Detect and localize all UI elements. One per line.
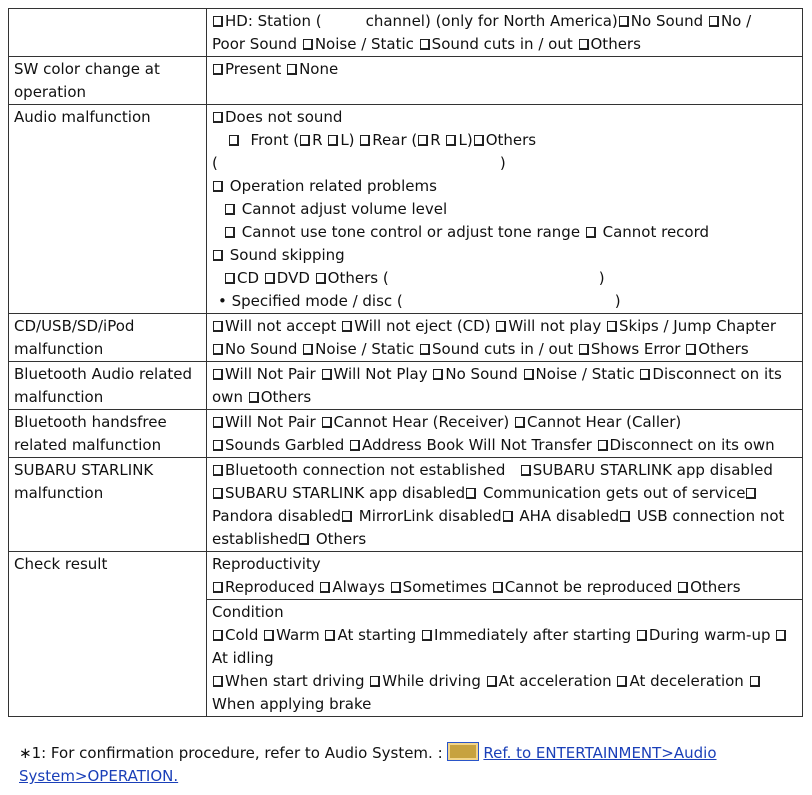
option-label: R — [312, 131, 328, 149]
checkbox-icon[interactable] — [746, 488, 756, 499]
checkbox-icon[interactable] — [607, 321, 617, 332]
checkbox-icon[interactable] — [316, 273, 326, 284]
checkbox-option[interactable] — [224, 200, 447, 218]
checkbox-option[interactable] — [349, 436, 597, 454]
checkbox-option[interactable] — [578, 35, 641, 53]
checkbox-icon[interactable] — [637, 630, 647, 641]
checkbox-option[interactable] — [212, 246, 345, 264]
option-label: Will not eject (CD) — [354, 317, 496, 335]
checkbox-option[interactable] — [224, 269, 264, 287]
option-label: Cannot record — [597, 223, 710, 241]
checklist-row — [9, 314, 803, 362]
option-label: Immediately after starting — [434, 626, 636, 644]
option-label: Others — [698, 340, 749, 358]
checkbox-option[interactable] — [212, 177, 437, 195]
option-label: Will Not Pair — [225, 365, 321, 383]
option-line — [212, 198, 797, 244]
checkbox-icon[interactable] — [686, 344, 696, 355]
condition-title: Condition — [212, 603, 284, 621]
option-label: ) — [614, 292, 621, 310]
checkbox-option[interactable] — [212, 672, 369, 690]
checkbox-icon[interactable] — [213, 321, 223, 332]
checkbox-icon[interactable] — [420, 39, 430, 50]
option-line — [212, 411, 797, 434]
checkbox-option[interactable] — [775, 626, 788, 644]
checkbox-option[interactable] — [212, 436, 349, 454]
checkbox-icon[interactable] — [709, 16, 719, 27]
checkbox-option[interactable] — [224, 223, 585, 241]
checkbox-icon[interactable] — [303, 344, 313, 355]
checkbox-icon[interactable] — [579, 39, 589, 50]
checkbox-option[interactable] — [212, 484, 465, 502]
checkbox-icon[interactable] — [776, 630, 786, 641]
row-options — [207, 9, 803, 57]
option-label: Present — [225, 60, 287, 78]
row-options — [207, 362, 803, 410]
checkbox-option[interactable] — [341, 507, 502, 525]
checkbox-option[interactable] — [321, 413, 515, 431]
option-line — [212, 290, 797, 313]
checkbox-icon[interactable] — [225, 204, 235, 215]
checkbox-option[interactable] — [523, 365, 640, 383]
checkbox-icon[interactable] — [524, 369, 534, 380]
checkbox-option[interactable] — [432, 365, 522, 383]
option-label: • Specified mode / disc ( — [218, 292, 403, 310]
option-line — [212, 152, 797, 175]
option-label: Others — [485, 131, 537, 149]
checkbox-option[interactable] — [212, 60, 286, 78]
option-label: own — [212, 388, 248, 406]
option-label: Communication gets out of service — [478, 484, 746, 502]
checkbox-icon[interactable] — [213, 630, 223, 641]
checkbox-icon[interactable] — [322, 369, 332, 380]
checkbox-icon[interactable] — [474, 135, 484, 146]
option-label: USB connection not — [632, 507, 785, 525]
row-options — [207, 105, 803, 314]
option-label: SUBARU STARLINK app disabled — [225, 484, 466, 502]
checkbox-icon[interactable] — [213, 181, 223, 192]
option-label: At starting — [337, 626, 422, 644]
checkbox-option[interactable] — [315, 269, 389, 287]
checkbox-option[interactable] — [465, 484, 745, 502]
checkbox-option[interactable] — [228, 131, 299, 149]
checkbox-icon[interactable] — [342, 321, 352, 332]
reproductivity-title: Reproductivity — [212, 555, 321, 573]
option-label: Cannot adjust volume level — [237, 200, 448, 218]
option-label: Operation related problems — [225, 177, 437, 195]
checkbox-option[interactable] — [495, 317, 606, 335]
option-label: ) — [499, 154, 506, 172]
checkbox-option[interactable] — [327, 131, 359, 149]
checkbox-icon[interactable] — [640, 369, 650, 380]
option-label: R — [430, 131, 446, 149]
option-label: Cannot Hear (Caller) — [527, 413, 682, 431]
checkbox-icon[interactable] — [619, 16, 629, 27]
option-label: Cold — [225, 626, 264, 644]
option-text — [500, 154, 506, 172]
checkbox-option[interactable] — [341, 317, 495, 335]
checkbox-option[interactable] — [639, 365, 781, 383]
option-line — [212, 670, 797, 693]
row-options — [207, 458, 803, 552]
checkbox-option[interactable] — [417, 131, 445, 149]
option-label: SUBARU STARLINK app disabled — [532, 461, 773, 479]
checkbox-icon[interactable] — [342, 511, 352, 522]
option-label: Pandora disabled — [212, 507, 342, 525]
row-label: Bluetooth Audio related malfunction — [9, 362, 207, 410]
checkbox-icon[interactable] — [446, 135, 456, 146]
option-label: Rear ( — [372, 131, 418, 149]
checkbox-option[interactable] — [390, 578, 492, 596]
checkbox-icon[interactable] — [249, 392, 259, 403]
option-label: Bluetooth connection not established — [225, 461, 520, 479]
option-line — [212, 647, 797, 670]
checkbox-option[interactable] — [212, 12, 322, 30]
checkbox-icon[interactable] — [598, 440, 608, 451]
checkbox-icon[interactable] — [213, 344, 223, 355]
option-label: channel) (only for North America) — [365, 12, 618, 30]
option-label: Others — [311, 530, 367, 548]
checkbox-icon[interactable] — [503, 511, 513, 522]
checkbox-icon[interactable] — [229, 135, 239, 146]
option-label: Others — [690, 578, 741, 596]
checkbox-icon[interactable] — [213, 250, 223, 261]
option-label: Shows Error — [590, 340, 686, 358]
row-options — [207, 314, 803, 362]
option-text — [218, 292, 403, 310]
checkbox-option[interactable] — [492, 578, 677, 596]
checkbox-icon[interactable] — [350, 440, 360, 451]
checkbox-icon[interactable] — [420, 344, 430, 355]
row-label — [9, 9, 207, 57]
option-label: Will not play — [508, 317, 606, 335]
checkbox-icon[interactable] — [320, 582, 330, 593]
checkbox-option[interactable] — [514, 413, 681, 431]
checkbox-option[interactable] — [212, 317, 341, 335]
option-label: Will Not Pair — [225, 413, 321, 431]
option-line — [212, 58, 797, 81]
footnote-text: ∗1: For confirmation procedure, refer to Audio System. : — [19, 744, 448, 762]
option-label: Sound skipping — [225, 246, 345, 264]
option-label: No Sound — [630, 12, 708, 30]
option-label: At idling — [212, 649, 274, 667]
checkbox-icon[interactable] — [678, 582, 688, 593]
option-text — [212, 649, 274, 667]
option-label: Front ( — [241, 131, 300, 149]
checkbox-option[interactable] — [685, 340, 748, 358]
checkbox-option[interactable] — [212, 108, 342, 126]
checkbox-option[interactable] — [749, 672, 762, 690]
option-label: Noise / Static — [314, 35, 419, 53]
checkbox-option[interactable] — [419, 35, 578, 53]
option-line — [212, 624, 797, 647]
checkbox-icon[interactable] — [322, 417, 332, 428]
option-label: Skips / Jump Chapter — [618, 317, 777, 335]
checkbox-icon[interactable] — [466, 488, 476, 499]
option-label: No / — [720, 12, 752, 30]
checkbox-icon[interactable] — [579, 344, 589, 355]
checkbox-option[interactable] — [263, 626, 324, 644]
option-label: Others — [260, 388, 312, 406]
checkbox-icon[interactable] — [360, 135, 370, 146]
checkbox-icon[interactable] — [213, 676, 223, 687]
option-line — [212, 315, 797, 338]
option-text — [366, 12, 618, 30]
row-label: Check result — [9, 552, 207, 717]
option-label: At deceleration — [629, 672, 749, 690]
checkbox-option[interactable] — [212, 365, 321, 383]
checkbox-icon[interactable] — [213, 465, 223, 476]
checkbox-icon[interactable] — [300, 135, 310, 146]
checkbox-icon[interactable] — [620, 511, 630, 522]
checkbox-option[interactable] — [419, 340, 578, 358]
checklist-row — [9, 57, 803, 105]
checkbox-option[interactable] — [359, 131, 417, 149]
malfunction-checklist-table — [8, 8, 803, 717]
option-line — [212, 386, 797, 409]
checkbox-icon[interactable] — [515, 417, 525, 428]
option-text — [615, 292, 621, 310]
option-label: Always — [332, 578, 390, 596]
checkbox-icon[interactable] — [328, 135, 338, 146]
checkbox-option[interactable] — [745, 484, 758, 502]
option-line — [212, 693, 797, 716]
option-label: CD — [237, 269, 264, 287]
option-label: Will Not Play — [333, 365, 433, 383]
option-label: L) — [340, 131, 360, 149]
checkbox-option[interactable] — [486, 672, 617, 690]
checklist-row — [9, 9, 803, 57]
option-text — [212, 154, 218, 172]
row-label: Bluetooth handsfree related malfunction — [9, 410, 207, 458]
checkbox-option[interactable] — [212, 340, 302, 358]
reference-book-icon — [447, 742, 479, 761]
checklist-row — [9, 458, 803, 552]
row-options — [207, 57, 803, 105]
checkbox-icon[interactable] — [750, 676, 760, 687]
checkbox-option[interactable] — [708, 12, 751, 30]
checkbox-option[interactable] — [298, 530, 366, 548]
option-label: Reproduced — [225, 578, 320, 596]
checkbox-icon[interactable] — [493, 582, 503, 593]
checkbox-icon[interactable] — [213, 582, 223, 593]
option-label: L) — [458, 131, 473, 149]
checkbox-icon[interactable] — [213, 417, 223, 428]
option-label: Cannot use tone control or adjust tone range — [237, 223, 585, 241]
checklist-row — [9, 362, 803, 410]
checkbox-icon[interactable] — [287, 64, 297, 75]
checkbox-option[interactable] — [473, 131, 536, 149]
checkbox-option[interactable] — [520, 461, 773, 479]
option-text — [212, 507, 341, 525]
option-line — [212, 106, 797, 129]
checkbox-option[interactable] — [302, 35, 419, 53]
checkbox-option[interactable] — [636, 626, 775, 644]
option-label: Does not sound — [225, 108, 343, 126]
checkbox-option[interactable] — [321, 365, 433, 383]
checkbox-option[interactable] — [212, 626, 263, 644]
option-label: When applying brake — [212, 695, 372, 713]
option-label: Will not accept — [225, 317, 342, 335]
option-label: Disconnect on its — [652, 365, 782, 383]
option-line — [212, 505, 797, 528]
option-label: Noise / Static — [315, 340, 420, 358]
checkbox-option[interactable] — [264, 269, 315, 287]
option-line — [212, 482, 797, 505]
check-result-row — [9, 552, 803, 717]
option-line — [212, 338, 797, 361]
option-label: Warm — [276, 626, 325, 644]
checkbox-option[interactable] — [212, 461, 520, 479]
checkbox-icon[interactable] — [299, 534, 309, 545]
option-line — [212, 434, 797, 457]
checkbox-option[interactable] — [324, 626, 421, 644]
option-label: Cannot be reproduced — [504, 578, 678, 596]
checkbox-icon[interactable] — [213, 64, 223, 75]
row-label: SW color change at operation — [9, 57, 207, 105]
option-label: While driving — [382, 672, 486, 690]
checkbox-icon[interactable] — [496, 321, 506, 332]
checkbox-option[interactable] — [212, 413, 321, 431]
option-label: None — [299, 60, 339, 78]
checkbox-icon[interactable] — [213, 488, 223, 499]
checkbox-icon[interactable] — [264, 630, 274, 641]
option-label: AHA disabled — [514, 507, 620, 525]
option-text — [599, 269, 605, 287]
option-label: At acceleration — [498, 672, 617, 690]
option-label: Others ( — [327, 269, 389, 287]
option-label: Sound cuts in / out — [431, 35, 578, 53]
option-line — [212, 267, 797, 290]
checkbox-icon[interactable] — [303, 39, 313, 50]
checklist-row — [9, 105, 803, 314]
footnote — [19, 742, 799, 788]
checkbox-icon[interactable] — [391, 582, 401, 593]
option-label: During warm-up — [648, 626, 776, 644]
option-line — [212, 244, 797, 267]
option-label: Poor Sound — [212, 35, 302, 53]
option-line — [212, 175, 797, 198]
checkbox-icon[interactable] — [422, 630, 432, 641]
option-label: Noise / Static — [535, 365, 640, 383]
row-label: Audio malfunction — [9, 105, 207, 314]
option-label: ( — [212, 154, 218, 172]
checkbox-option[interactable] — [677, 578, 740, 596]
checkbox-option[interactable] — [369, 672, 485, 690]
checklist-row — [9, 410, 803, 458]
checkbox-option[interactable] — [299, 131, 327, 149]
option-label: Sound cuts in / out — [432, 340, 578, 358]
option-label: Disconnect on its own — [609, 436, 775, 454]
reproductivity-section — [207, 552, 802, 599]
checkbox-icon[interactable] — [487, 676, 497, 687]
option-label: Address Book Will Not Transfer — [362, 436, 597, 454]
option-line — [212, 10, 797, 33]
option-text — [212, 35, 302, 53]
option-label: Others — [590, 35, 641, 53]
row-label: CD/USB/SD/iPod malfunction — [9, 314, 207, 362]
checkbox-icon[interactable] — [213, 369, 223, 380]
checkbox-icon[interactable] — [265, 273, 275, 284]
option-label: ) — [598, 269, 605, 287]
checkbox-icon[interactable] — [213, 112, 223, 123]
checkbox-icon[interactable] — [370, 676, 380, 687]
option-label: established — [212, 530, 299, 548]
checkbox-icon[interactable] — [225, 273, 235, 284]
option-label: No Sound — [225, 340, 303, 358]
option-label: DVD — [276, 269, 315, 287]
checkbox-icon[interactable] — [225, 227, 235, 238]
checkbox-icon[interactable] — [213, 440, 223, 451]
option-label: MirrorLink disabled — [354, 507, 502, 525]
checkbox-icon[interactable] — [617, 676, 627, 687]
checkbox-option[interactable] — [248, 388, 311, 406]
condition-section — [207, 599, 802, 716]
checkbox-icon[interactable] — [325, 630, 335, 641]
option-text — [212, 530, 298, 548]
check-result-options — [207, 552, 803, 717]
checkbox-option[interactable] — [502, 507, 619, 525]
checkbox-icon[interactable] — [213, 16, 223, 27]
option-label: When start driving — [225, 672, 370, 690]
checkbox-option[interactable] — [619, 507, 784, 525]
reference-link-text: Ref. to ENTERTAINMENT>Audio System>OPERATION. — [19, 744, 717, 785]
option-line — [212, 363, 797, 386]
option-line — [212, 33, 797, 56]
checkbox-option[interactable] — [319, 578, 389, 596]
checkbox-option[interactable] — [302, 340, 419, 358]
checkbox-option[interactable] — [445, 131, 472, 149]
checkbox-option[interactable] — [606, 317, 776, 335]
row-options — [207, 410, 803, 458]
option-label: No Sound — [445, 365, 523, 383]
checkbox-option[interactable] — [618, 12, 708, 30]
option-label: Sometimes — [402, 578, 492, 596]
option-text — [212, 695, 371, 713]
checkbox-icon[interactable] — [521, 465, 531, 476]
checkbox-option[interactable] — [585, 223, 709, 241]
checkbox-option[interactable] — [578, 340, 685, 358]
option-label: HD: Station ( — [225, 12, 322, 30]
checkbox-option[interactable] — [597, 436, 775, 454]
option-label: Cannot Hear (Receiver) — [333, 413, 515, 431]
option-line — [212, 129, 797, 152]
option-line — [212, 459, 797, 482]
row-label: SUBARU STARLINK malfunction — [9, 458, 207, 552]
checkbox-option[interactable] — [616, 672, 748, 690]
checkbox-option[interactable] — [421, 626, 636, 644]
option-line — [212, 528, 797, 551]
checkbox-icon[interactable] — [418, 135, 428, 146]
checkbox-icon[interactable] — [433, 369, 443, 380]
option-text — [212, 388, 248, 406]
checkbox-icon[interactable] — [586, 227, 596, 238]
checkbox-option[interactable] — [212, 578, 319, 596]
option-line — [212, 576, 797, 599]
option-label: Sounds Garbled — [225, 436, 350, 454]
checkbox-option[interactable] — [286, 60, 338, 78]
